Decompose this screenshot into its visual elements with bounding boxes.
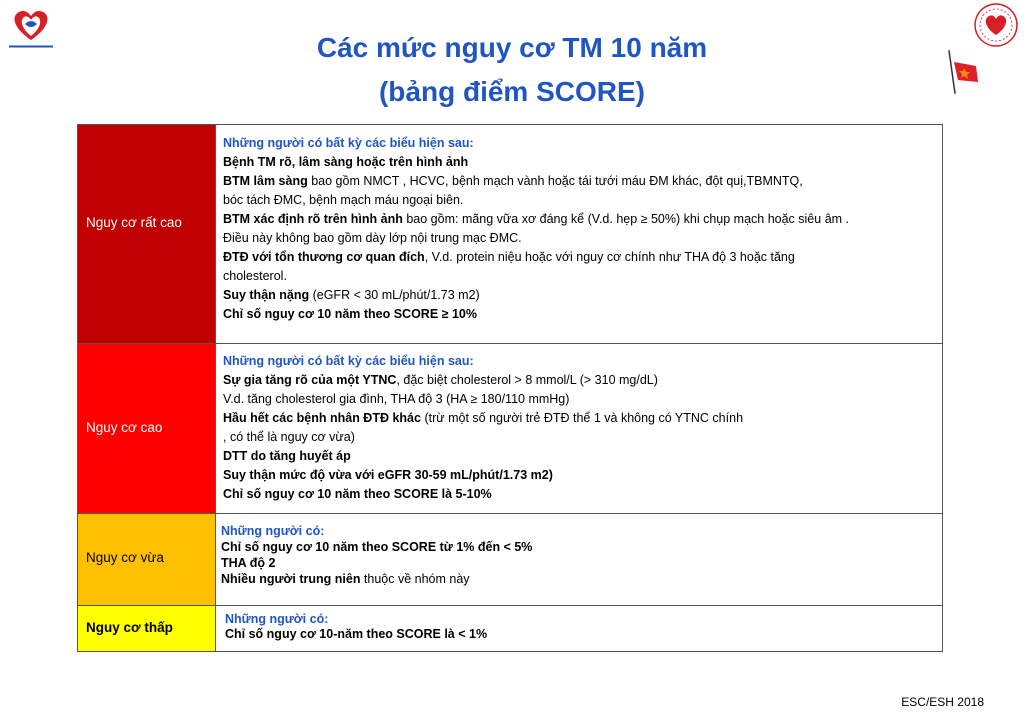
risk-description <box>223 134 936 324</box>
criteria-line: Chỉ số nguy cơ 10 năm theo SCORE từ 1% đến < 5% <box>221 540 533 554</box>
criteria-line: THA độ 2 <box>221 556 276 570</box>
criteria-line: bóc tách ĐMC, bệnh mạch máu ngoại biên. <box>223 193 464 207</box>
table-row-high <box>78 343 942 513</box>
risk-label-text: Nguy cơ thấp <box>86 620 173 635</box>
criteria-line: ĐTĐ với tổn thương cơ quan đích, V.d. protein niệu hoặc với nguy cơ chính như THA độ 3 hoặc tăng <box>223 250 795 264</box>
risk-label-very-high <box>78 125 216 343</box>
risk-label-moderate <box>78 514 216 605</box>
criteria-line: BTM lâm sàng bao gồm NMCT , HCVC, bệnh mạch vành hoặc tái tưới máu ĐM khác, đột quị,TBMNTQ, <box>223 174 803 188</box>
criteria-line: Điều này không bao gồm dày lớp nội trung mạc ĐMC. <box>223 231 522 245</box>
criteria-line: Chỉ số nguy cơ 10-năm theo SCORE là < 1% <box>225 627 488 641</box>
source-footer: ESC/ESH 2018 <box>901 695 984 709</box>
page-title-line2: (bảng điểm SCORE) <box>378 76 645 107</box>
criteria-line: Nhiều người trung niên thuộc về nhóm này <box>221 572 470 586</box>
criteria-line: Chỉ số nguy cơ 10 năm theo SCORE là 5-10% <box>223 487 492 501</box>
risk-description <box>221 523 936 587</box>
table-row-moderate <box>78 513 942 605</box>
risk-label-high <box>78 344 216 513</box>
criteria-line: Suy thận mức độ vừa với eGFR 30-59 mL/phút/1.73 m2) <box>223 468 553 482</box>
criteria-line: Hầu hết các bệnh nhân ĐTĐ khác (trừ một số người trẻ ĐTĐ thể 1 và không có YTNC chính <box>223 411 744 425</box>
table-row-low <box>78 605 942 651</box>
criteria-line: Suy thận nặng (eGFR < 30 mL/phút/1.73 m2) <box>223 288 480 302</box>
criteria-header: Những người có: <box>225 612 329 626</box>
risk-description <box>225 612 936 642</box>
criteria-line: Bệnh TM rõ, lâm sàng hoặc trên hình ảnh <box>223 155 469 169</box>
criteria-line: V.d. tăng cholesterol gia đình, THA độ 3 (HA ≥ 180/110 mmHg) <box>223 392 570 406</box>
table-row-very-high <box>78 125 942 343</box>
criteria-line: cholesterol. <box>223 269 287 283</box>
risk-label-text: Nguy cơ rất cao <box>86 215 182 230</box>
criteria-line: BTM xác định rõ trên hình ảnh bao gồm: mãng vữa xơ đáng kể (V.d. hẹp ≥ 50%) khi chụp mạch hoặc siêu âm . <box>223 212 849 226</box>
page-title-line1: Các mức nguy cơ TM 10 năm <box>316 32 708 63</box>
criteria-header: Những người có: <box>221 524 325 538</box>
criteria-line: DTT do tăng huyết áp <box>223 449 351 463</box>
risk-label-low <box>78 606 216 651</box>
criteria-line: Sự gia tăng rõ của một YTNC, đặc biệt cholesterol > 8 mmol/L (> 310 mg/dL) <box>223 373 658 387</box>
risk-description <box>223 352 936 504</box>
criteria-header: Những người có bất kỳ các biểu hiện sau: <box>223 354 474 368</box>
criteria-header: Những người có bất kỳ các biểu hiện sau: <box>223 136 474 150</box>
risk-label-text: Nguy cơ cao <box>86 420 163 435</box>
criteria-line: Chỉ số nguy cơ 10 năm theo SCORE ≥ 10% <box>223 307 477 321</box>
risk-table <box>77 124 943 652</box>
criteria-line: , có thể là nguy cơ vừa) <box>223 430 355 444</box>
risk-label-text: Nguy cơ vừa <box>86 550 164 565</box>
